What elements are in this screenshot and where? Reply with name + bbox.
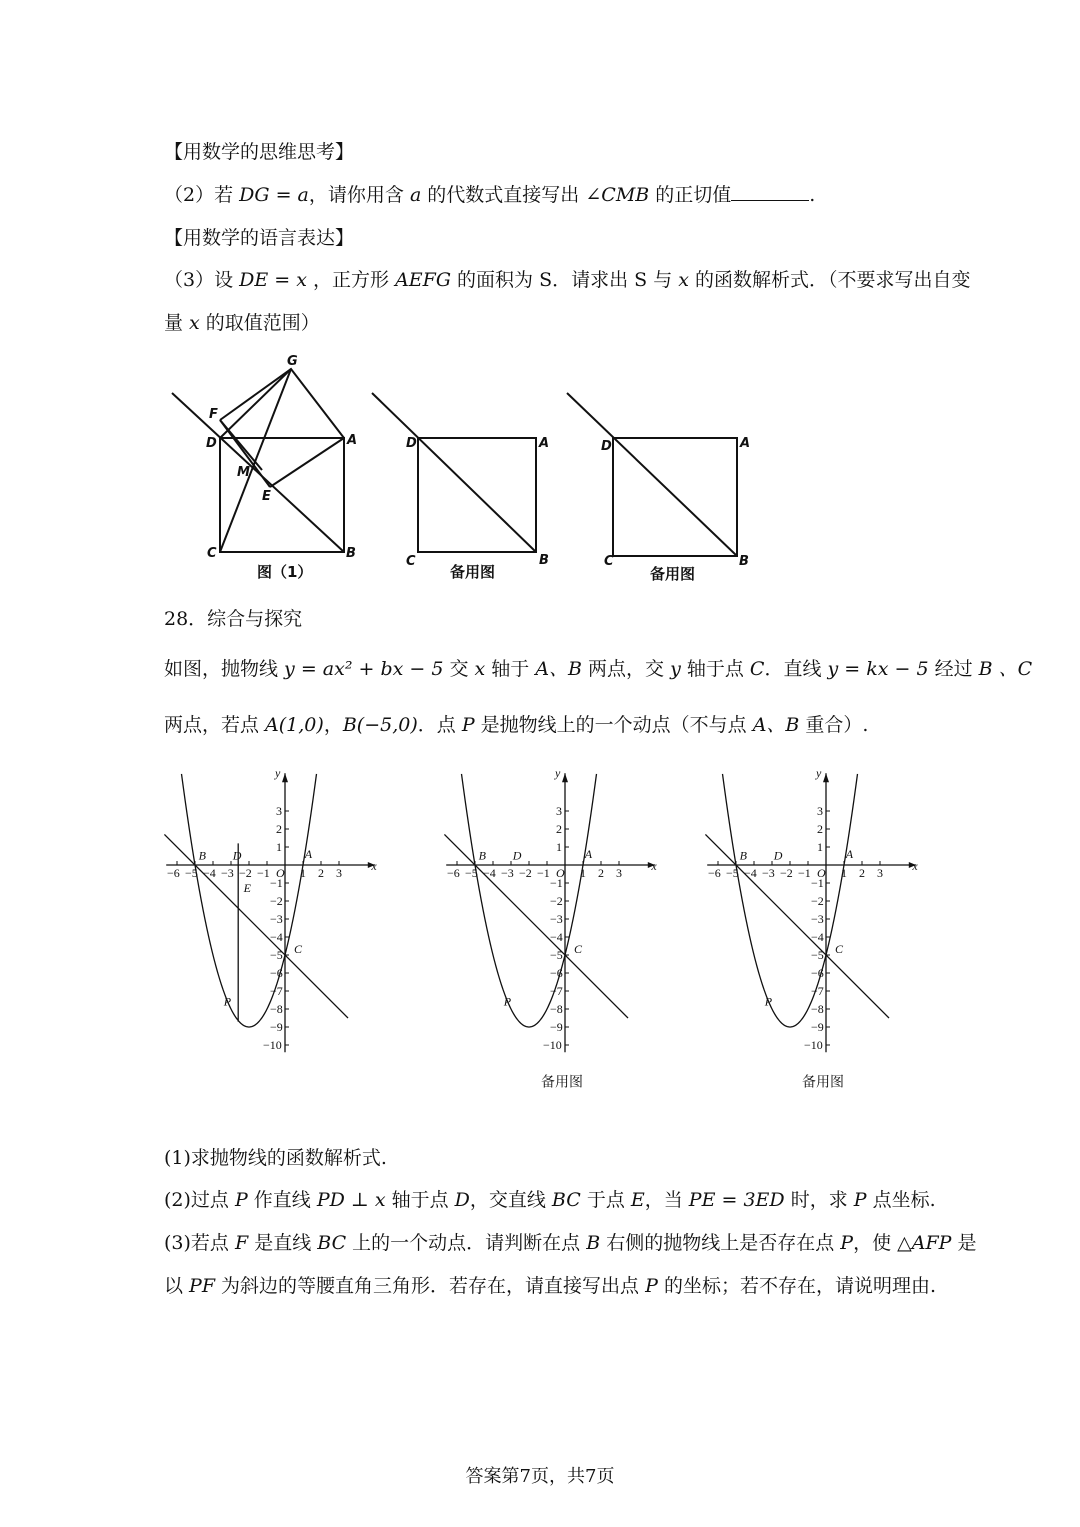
caption-figure-1: 图（1） bbox=[257, 563, 313, 581]
graph2-x-tick-label: 3 bbox=[616, 866, 622, 880]
graph3-y-tick-label: 3 bbox=[817, 804, 823, 818]
graph3-label-a: A bbox=[845, 846, 854, 861]
graph1-y-tick-label: −7 bbox=[270, 984, 283, 998]
sub-question-2: (2)过点 P 作直线 PD ⊥ x 轴于点 D，交直线 BC 于点 E，当 PE = 3ED 时，求 P 点坐标. bbox=[164, 1189, 936, 1211]
graph3-label-c: C bbox=[835, 942, 844, 957]
sub-question-1: (1)求抛物线的函数解析式. bbox=[164, 1147, 387, 1169]
graph1-y-tick-label: −9 bbox=[270, 1020, 283, 1034]
geometry-figures bbox=[0, 350, 1080, 590]
graph3-y-tick-label: −6 bbox=[811, 966, 824, 980]
coordinate-graphs bbox=[0, 760, 1080, 1100]
section-heading-thinking: 【用数学的思维思考】 bbox=[164, 141, 355, 163]
answer-blank bbox=[731, 182, 809, 201]
caption-spare-1: 备用图 bbox=[450, 563, 496, 581]
graph3-caption: 备用图 bbox=[802, 1074, 844, 1091]
graph2-y-tick-label: −9 bbox=[550, 1020, 563, 1034]
question-3-line2: 量 x 的取值范围） bbox=[164, 312, 320, 334]
label-a-fig2: A bbox=[539, 436, 550, 451]
graph1-x-tick-label: 1 bbox=[300, 866, 306, 880]
graph2-y-tick-label: −8 bbox=[550, 1002, 563, 1016]
graph3-y-tick-label: −9 bbox=[811, 1020, 824, 1034]
graph3-x-tick-label: −4 bbox=[744, 866, 757, 880]
graph2-y-tick-label: −4 bbox=[550, 930, 563, 944]
graph3-y-tick-label: −3 bbox=[811, 912, 824, 926]
graph2-y-tick-label: −7 bbox=[550, 984, 563, 998]
label-b-fig1: B bbox=[346, 546, 356, 561]
graph2-y-axis-arrow bbox=[562, 773, 568, 782]
label-d-fig2: D bbox=[406, 436, 417, 451]
graph2-y-tick-label: −5 bbox=[550, 948, 563, 962]
graph1-y-tick-label: −2 bbox=[270, 894, 283, 908]
graph1-x-tick-label: −2 bbox=[239, 866, 252, 880]
graph1-y-tick-label: 3 bbox=[276, 804, 282, 818]
graph1-y-tick-label: −1 bbox=[270, 876, 283, 890]
graph2-label-d: D bbox=[512, 848, 522, 863]
graph2-y-tick-label: −6 bbox=[550, 966, 563, 980]
graph3-x-tick-label: −2 bbox=[780, 866, 793, 880]
graph1-label-a: A bbox=[304, 846, 313, 861]
page-footer: 答案第7页，共7页 bbox=[465, 1466, 615, 1487]
graph3-x-tick-label: −1 bbox=[798, 866, 811, 880]
graph1-x-tick-label: 3 bbox=[336, 866, 342, 880]
graph1-origin-label: O bbox=[276, 866, 285, 880]
question-3-line1: （3）设 DE = x ，正方形 AEFG 的面积为 S．请求出 S 与 x 的函数解析式．（不要求写出自变 bbox=[164, 269, 971, 291]
graph2-x-tick-label: −6 bbox=[447, 866, 460, 880]
sub-question-3-line1: (3)若点 F 是直线 BC 上的一个动点．请判断在点 B 右侧的抛物线上是否存在点 P，使 △AFP 是 bbox=[164, 1232, 977, 1254]
graph3-x-tick-label: 1 bbox=[841, 866, 847, 880]
graph3-line-bc bbox=[705, 834, 889, 1018]
graph3-label-d: D bbox=[773, 848, 783, 863]
graph2-y-tick-label: 3 bbox=[556, 804, 562, 818]
graph2-x-tick-label: 1 bbox=[580, 866, 586, 880]
label-f: F bbox=[209, 407, 218, 422]
graph3-y-tick-label: 1 bbox=[817, 840, 823, 854]
graph2-x-tick-label: −2 bbox=[519, 866, 532, 880]
graph3-y-axis-arrow bbox=[823, 773, 829, 782]
question-2: （2）若 DG = a，请你用含 a 的代数式直接写出 ∠CMB 的正切值 . bbox=[164, 184, 816, 206]
section-heading-language: 【用数学的语言表达】 bbox=[164, 227, 355, 249]
graph2-y-tick-label: 2 bbox=[556, 822, 562, 836]
graph2-label-c: C bbox=[574, 942, 583, 957]
graph1-label-p: P bbox=[223, 994, 232, 1009]
graph2-x-tick-label: 2 bbox=[598, 866, 604, 880]
graph1-label-e: E bbox=[243, 881, 251, 895]
label-c-fig3: C bbox=[604, 554, 614, 569]
label-d-fig1: D bbox=[206, 436, 217, 451]
graph2-line-bc bbox=[444, 834, 628, 1018]
graph2-y-tick-label: 1 bbox=[556, 840, 562, 854]
graph2-label-b: B bbox=[478, 848, 486, 863]
graph2-x-tick-label: −1 bbox=[537, 866, 550, 880]
graph2-caption: 备用图 bbox=[541, 1074, 583, 1091]
graph1-y-tick-label: 1 bbox=[276, 840, 282, 854]
label-d-fig3: D bbox=[601, 439, 612, 454]
graph1-axis-y-label: y bbox=[275, 765, 281, 780]
graph1-y-tick-label: −8 bbox=[270, 1002, 283, 1016]
graph2-origin-label: O bbox=[556, 866, 565, 880]
graph3-axis-y-label: y bbox=[816, 765, 822, 780]
square-aefg-top bbox=[220, 369, 344, 438]
graph2-x-tick-label: −5 bbox=[465, 866, 478, 880]
graph1-label-c: C bbox=[294, 942, 303, 957]
graph1-x-tick-label: −3 bbox=[221, 866, 234, 880]
graph3-x-tick-label: −6 bbox=[708, 866, 721, 880]
graph1-x-tick-label: −6 bbox=[167, 866, 180, 880]
graph3-x-tick-label: 2 bbox=[859, 866, 865, 880]
graph1-label-d: D bbox=[232, 848, 242, 863]
graph1-line-bc bbox=[164, 834, 348, 1018]
graph2-y-tick-label: −3 bbox=[550, 912, 563, 926]
graph3-axis-x-label: x bbox=[912, 859, 918, 873]
question-28-title: 28．综合与探究 bbox=[164, 608, 303, 630]
segment-cg bbox=[220, 369, 291, 552]
graph3-label-b: B bbox=[739, 848, 747, 863]
label-b-fig2: B bbox=[539, 553, 549, 568]
segment-dg bbox=[220, 369, 291, 438]
graph2-x-tick-label: −3 bbox=[501, 866, 514, 880]
graph2-label-p: P bbox=[503, 994, 512, 1009]
graph2-parabola bbox=[462, 774, 597, 1027]
label-g: G bbox=[287, 354, 298, 369]
line-bd-fig2 bbox=[372, 393, 536, 552]
question-28-intro-line2: 两点，若点 A(1,0)，B(−5,0)．点 P 是抛物线上的一个动点（不与点 A、B 重合）. bbox=[164, 714, 869, 736]
label-c-fig2: C bbox=[406, 554, 416, 569]
graph1-y-tick-label: −3 bbox=[270, 912, 283, 926]
graph3-y-tick-label: −10 bbox=[804, 1038, 823, 1052]
graph2-y-tick-label: −10 bbox=[543, 1038, 562, 1052]
graph1-parabola bbox=[182, 774, 317, 1027]
graph2-axis-x-label: x bbox=[651, 859, 657, 873]
label-m: M bbox=[237, 465, 250, 480]
label-a-fig1: A bbox=[347, 433, 358, 448]
graph2-y-tick-label: −2 bbox=[550, 894, 563, 908]
graph1-y-axis-arrow bbox=[282, 773, 288, 782]
caption-spare-2: 备用图 bbox=[650, 565, 696, 583]
graph1-x-tick-label: −4 bbox=[203, 866, 216, 880]
graph3-origin-label: O bbox=[817, 866, 826, 880]
graph1-y-tick-label: −10 bbox=[263, 1038, 282, 1052]
graph1-y-tick-label: −4 bbox=[270, 930, 283, 944]
graph3-x-tick-label: −5 bbox=[726, 866, 739, 880]
graph3-y-tick-label: −8 bbox=[811, 1002, 824, 1016]
graph1-x-tick-label: 2 bbox=[318, 866, 324, 880]
graph1-y-tick-label: 2 bbox=[276, 822, 282, 836]
graph3-y-tick-label: −2 bbox=[811, 894, 824, 908]
line-bd-fig3 bbox=[567, 393, 737, 556]
segment-fm bbox=[220, 420, 262, 470]
graph3-x-tick-label: −3 bbox=[762, 866, 775, 880]
graph1-axis-x-label: x bbox=[371, 859, 377, 873]
label-c-fig1: C bbox=[207, 546, 217, 561]
graph1-y-tick-label: −6 bbox=[270, 966, 283, 980]
segment-ea bbox=[270, 438, 344, 487]
graph3-x-tick-label: 3 bbox=[877, 866, 883, 880]
label-e: E bbox=[262, 489, 271, 504]
sub-question-3-line2: 以 PF 为斜边的等腰直角三角形．若存在，请直接写出点 P 的坐标；若不存在，请说明理由. bbox=[164, 1275, 936, 1297]
graph1-x-tick-label: −5 bbox=[185, 866, 198, 880]
graph3-parabola bbox=[723, 774, 858, 1027]
graph1-y-tick-label: −5 bbox=[270, 948, 283, 962]
graph1-label-b: B bbox=[198, 848, 206, 863]
graph3-y-tick-label: 2 bbox=[817, 822, 823, 836]
label-b-fig3: B bbox=[739, 554, 749, 569]
graph3-label-p: P bbox=[764, 994, 773, 1009]
graph3-y-tick-label: −5 bbox=[811, 948, 824, 962]
graph3-y-tick-label: −7 bbox=[811, 984, 824, 998]
graph2-x-tick-label: −4 bbox=[483, 866, 496, 880]
label-a-fig3: A bbox=[740, 436, 751, 451]
graph2-label-a: A bbox=[584, 846, 593, 861]
graph2-axis-y-label: y bbox=[555, 765, 561, 780]
graph3-y-tick-label: −4 bbox=[811, 930, 824, 944]
graph2-y-tick-label: −1 bbox=[550, 876, 563, 890]
question-28-intro-line1: 如图，抛物线 y = ax² + bx − 5 交 x 轴于 A、B 两点，交 y 轴于点 C．直线 y = kx − 5 经过 B 、C bbox=[164, 658, 1033, 680]
graph1-x-tick-label: −1 bbox=[257, 866, 270, 880]
graph3-y-tick-label: −1 bbox=[811, 876, 824, 890]
